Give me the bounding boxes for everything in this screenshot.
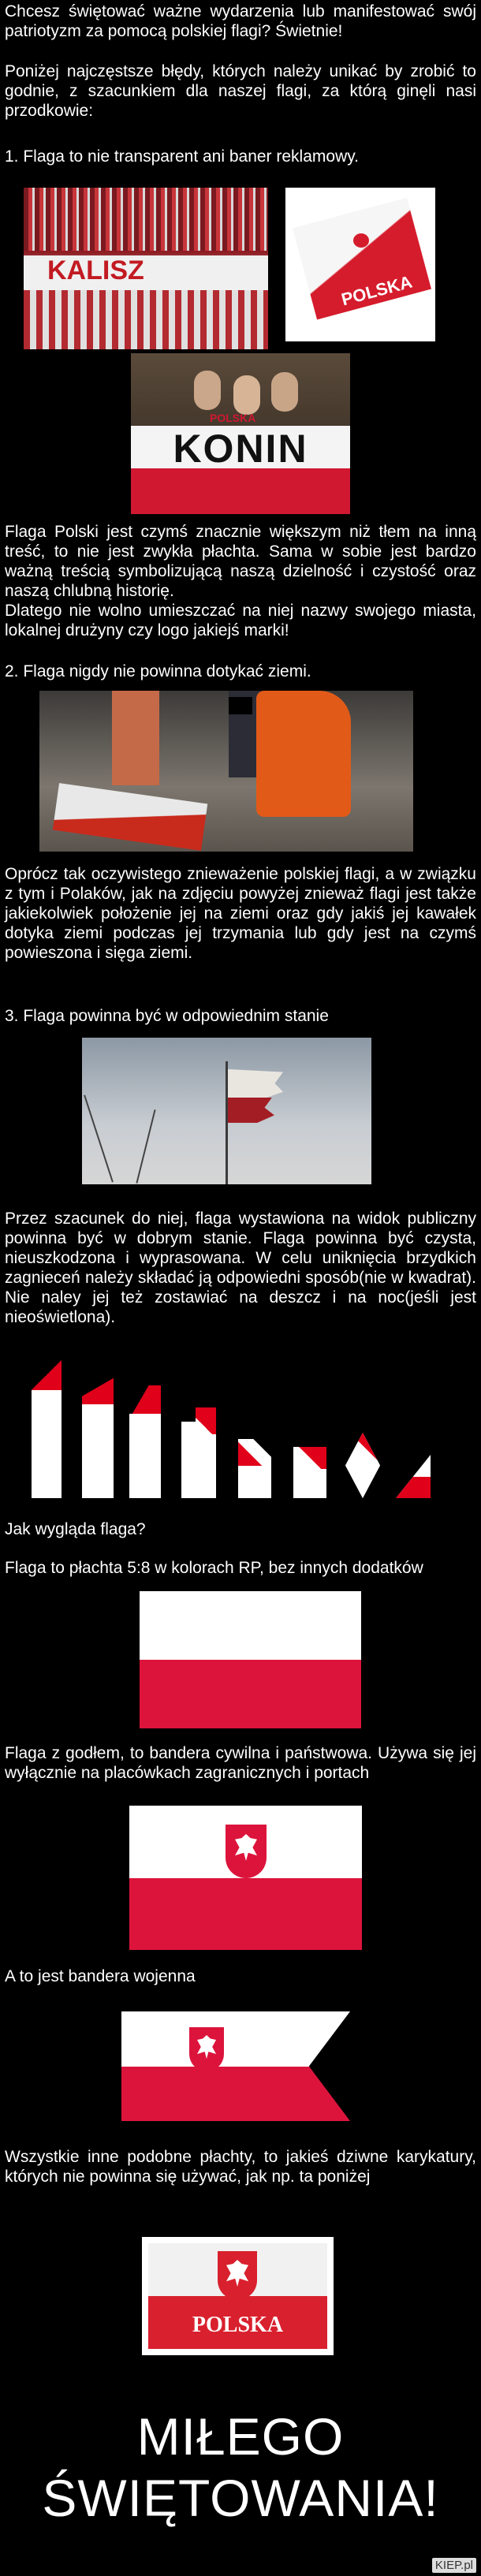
person-3 [271,372,298,412]
konin-text: KONIN [173,427,308,471]
trampled-flag [53,783,208,851]
banner-text: KALISZ [47,255,144,285]
fold-step-3 [129,1385,161,1498]
coat-of-arms-icon [218,2251,257,2300]
torn-flag-red [228,1098,277,1123]
fold-step-5 [238,1439,271,1498]
flag-red-stripe [129,1878,362,1950]
section4-heading: Jak wygląda flaga? [5,1520,146,1538]
crowd-lower [24,290,268,349]
fold-step-2 [82,1374,114,1498]
person-legs-left [112,691,159,785]
intro-paragraph-1: Chcesz świętować ważne wydarzenia lub manifestować swój patriotyzm za pomocą polskiej flagi? Świetnie! [5,2,476,40]
section2-heading: 2. Flaga nigdy nie powinna dotykać ziemi. [5,662,311,680]
section1-body: Flaga Polski jest czymś znacznie większym niż tłem na inną treść, to nie jest zwykła płachta. Sama w sobie jest bardzo ważną treścią symbolizującą naszą dzielność i czystość oraz naszą chlubną historię. [5,523,476,600]
civil-ensign-flag [129,1806,362,1950]
konin-flag-photo [131,353,350,514]
flag-caption: Flaga to płachta 5:8 w kolorach RP, bez innych dodatków [5,1559,423,1577]
coat-of-arms-icon [189,2027,224,2071]
person-2 [233,375,260,415]
folding-diagram [32,1360,442,1498]
bad-flag-photo [142,2237,334,2355]
war-ensign-flag [121,2011,350,2121]
fold-step-8 [396,1455,431,1498]
stadium-banner-photo [24,188,268,349]
section1-heading: 1. Flaga to nie transparent ani baner reklamowy. [5,147,360,166]
coat-of-arms-icon [226,1825,267,1878]
section1-body2: Dlatego nie wolno umieszczać na niej nazwy swojego miasta, lokalnej drużyny czy logo jakiejś marki! [5,602,476,639]
flag-print-text: POLSKA [339,271,415,310]
fold-step-4 [181,1407,216,1498]
white-eagle-icon [226,2260,248,2287]
flagpole [226,1061,228,1184]
closing-line-2: ŚWIĘTOWANIA! [42,2469,439,2527]
other-caption: Wszystkie inne podobne płachty, to jakieś dziwne karykatury, których nie powinna się używać, jak np. ta poniżej [5,2148,476,2186]
flag-on-ground-photo [39,691,413,852]
closing-line-1: MIŁEGO [136,2407,345,2466]
torn-flag-white [228,1069,283,1098]
flag-white-stripe [121,2011,350,2067]
branch [136,1109,155,1184]
polish-flag [140,1591,361,1728]
flag-red-stripe [140,1660,361,1728]
section3-heading: 3. Flaga powinna być w odpowiednim stanie [5,1007,329,1025]
flag-red-stripe [121,2067,350,2121]
branch [84,1095,114,1183]
person-1 [194,371,221,410]
fold-step-7 [345,1433,380,1498]
polska-flag-photo [285,188,435,341]
eagle-emblem [353,233,369,248]
bad-flag-text: POLSKA [192,2313,284,2337]
section3-body: Przez szacunek do niej, flaga wystawiona na widok publiczny powinna być w dobrym stanie. Flaga powinna być czysta, nieuszkodzona i wyprasowana. W celu uniknięcia brzydkich zagnieceń należy składać ją odpowiedni sposób(nie w kwadrat). Nie naley jej też zostawiać na deszcz i na noc(jeśli jest nieoświetlona). [5,1210,476,1326]
white-eagle-icon [197,2035,216,2059]
section2-body: Oprócz tak oczywistego znieważenie polskiej flagi, a w związku z tym i Polaków, jak na zdjęciu powyżej znieważ flagi jest także jakiekolwiek położenie jej na ziemi oraz gdy jakiś jej kawałek dotyka ziemi podczas jej trzymania lub gdy jest na czymś powieszona i sięga ziemi. [5,865,476,962]
watermark: KIEP.pl [432,2558,476,2573]
fold-step-6 [293,1447,326,1498]
torn-flag-photo [82,1038,371,1184]
ensign-caption: Flaga z godłem, to bandera cywilna i państwowa. Używa się jej wyłącznie na placówkach zagranicznych i portach [5,1744,476,1782]
orange-shirt [256,691,351,817]
war-ensign-caption: A to jest bandera wojenna [5,1967,196,1985]
censor-bar [229,697,252,714]
crowd [24,188,268,251]
polska-small-text: POLSKA [210,412,256,424]
intro-paragraph-2: Poniżej najczęstsze błędy, których należy unikać by zrobić to godnie, z szacunkiem dla naszej flagi, za którą ginęli nasi przodkowie: [5,62,476,120]
fold-step-1 [32,1360,62,1498]
flag-white-stripe [140,1591,361,1660]
white-eagle-icon [235,1834,257,1861]
